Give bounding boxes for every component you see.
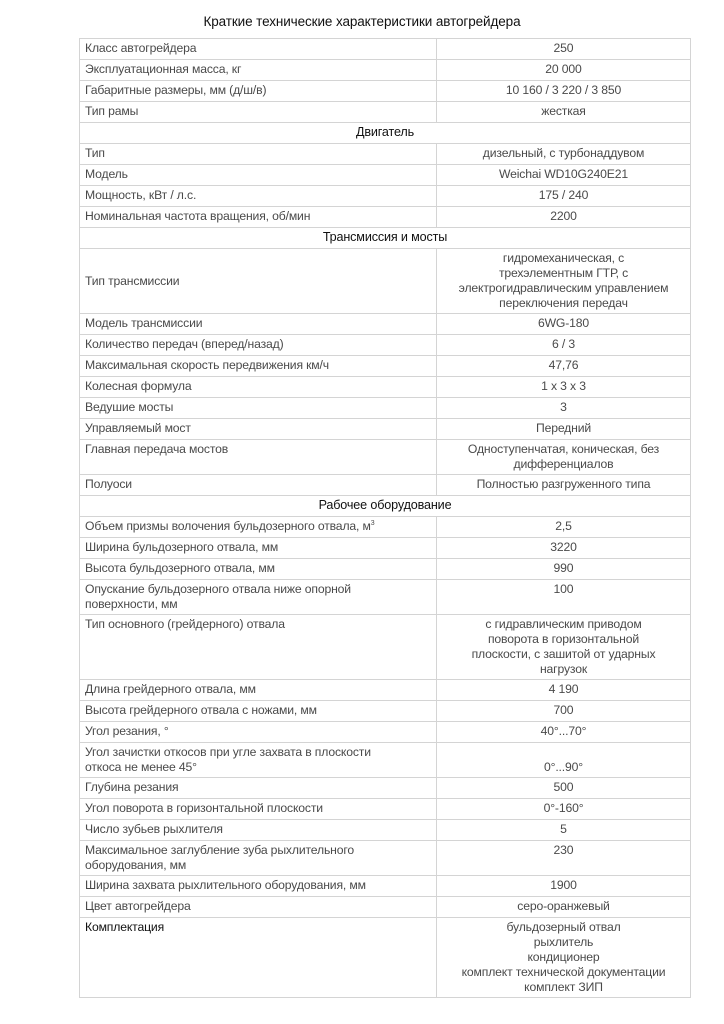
package-item: бульдозерный отвал <box>506 920 621 934</box>
value-line: дифференциалов <box>513 457 614 471</box>
package-item: кондиционер <box>527 950 600 964</box>
spec-value: 0°...90° <box>437 743 691 778</box>
spec-value: 4 190 <box>437 680 691 701</box>
spec-label: Мощность, кВт / л.с. <box>80 186 437 207</box>
spec-value: 10 160 / 3 220 / 3 850 <box>437 81 691 102</box>
table-row <box>80 559 691 580</box>
spec-label: Длина грейдерного отвала, мм <box>80 680 437 701</box>
spec-value: 700 <box>437 701 691 722</box>
section-title: Двигатель <box>80 123 691 144</box>
table-row <box>80 165 691 186</box>
spec-label <box>80 517 437 538</box>
spec-value: 230 <box>437 841 691 876</box>
table-row <box>80 701 691 722</box>
table-row <box>80 144 691 165</box>
spec-label: Управляемый мост <box>80 419 437 440</box>
spec-value <box>437 615 691 680</box>
table-row <box>80 186 691 207</box>
package-item: рыхлитель <box>533 935 594 949</box>
spec-value: Передний <box>437 419 691 440</box>
spec-value: жесткая <box>437 102 691 123</box>
label-line: оборудования, мм <box>85 858 187 872</box>
document-title: Краткие технические характеристики автогрейдера <box>203 14 521 29</box>
value-line: переключения передач <box>499 296 628 310</box>
table-row <box>80 615 691 680</box>
table-row <box>80 207 691 228</box>
spec-label: Количество передач (вперед/назад) <box>80 335 437 356</box>
table-row <box>80 743 691 778</box>
spec-label: Угол резания, ° <box>80 722 437 743</box>
label-line: Максимальное заглубление зуба рыхлительного <box>85 843 355 857</box>
spec-value: 2,5 <box>437 517 691 538</box>
section-header-engine <box>80 123 691 144</box>
table-row <box>80 517 691 538</box>
table-row <box>80 81 691 102</box>
spec-label: Класс автогрейдера <box>80 39 437 60</box>
table-row <box>80 897 691 918</box>
table-row <box>80 475 691 496</box>
spec-label: Ширина захвата рыхлительного оборудования, мм <box>80 876 437 897</box>
spec-value: 500 <box>437 778 691 799</box>
value-line: Одноступенчатая, коническая, без <box>467 442 660 456</box>
spec-label: Комплектация <box>80 918 437 998</box>
spec-label: Габаритные размеры, мм (д/ш/в) <box>80 81 437 102</box>
value-line: электрогидравлическим управлением <box>458 281 669 295</box>
table-row <box>80 60 691 81</box>
value-line: плоскости, с зашитой от ударных <box>471 647 656 661</box>
table-row <box>80 778 691 799</box>
spec-value: дизельный, с турбонаддувом <box>437 144 691 165</box>
spec-value: 5 <box>437 820 691 841</box>
spec-label: Угол поворота в горизонтальной плоскости <box>80 799 437 820</box>
value-line: с гидравлическим приводом <box>485 617 642 631</box>
spec-value: 250 <box>437 39 691 60</box>
spec-value: 990 <box>437 559 691 580</box>
table-row <box>80 538 691 559</box>
table-row <box>80 249 691 314</box>
spec-label: Колесная формула <box>80 377 437 398</box>
value-line: трехэлементным ГТР, с <box>498 266 629 280</box>
spec-label: Ширина бульдозерного отвала, мм <box>80 538 437 559</box>
spec-value <box>437 918 691 998</box>
table-row <box>80 377 691 398</box>
spec-label: Главная передача мостов <box>80 440 437 475</box>
spec-value: 6 / 3 <box>437 335 691 356</box>
table-row <box>80 580 691 615</box>
table-row <box>80 799 691 820</box>
spec-value: 40°...70° <box>437 722 691 743</box>
spec-value <box>437 249 691 314</box>
table-row-package <box>80 918 691 998</box>
table-row <box>80 680 691 701</box>
table-row <box>80 314 691 335</box>
spec-value: 100 <box>437 580 691 615</box>
package-item: комплект ЗИП <box>524 980 603 994</box>
value-line: гидромеханическая, с <box>502 251 625 265</box>
table-row <box>80 722 691 743</box>
table-row <box>80 419 691 440</box>
spec-label: Тип трансмиссии <box>80 249 437 314</box>
spec-label <box>80 743 437 778</box>
spec-label: Цвет автогрейдера <box>80 897 437 918</box>
label-line: поверхности, мм <box>85 597 178 611</box>
table-row <box>80 356 691 377</box>
label-line: откоса не менее 45° <box>85 760 197 774</box>
spec-label: Эксплуатационная масса, кг <box>80 60 437 81</box>
spec-label: Тип рамы <box>80 102 437 123</box>
table-row <box>80 102 691 123</box>
spec-value: 175 / 240 <box>437 186 691 207</box>
table-row <box>80 841 691 876</box>
spec-label: Полуоси <box>80 475 437 496</box>
spec-value: 3 <box>437 398 691 419</box>
table-row <box>80 39 691 60</box>
spec-value: Weichai WD10G240E21 <box>437 165 691 186</box>
spec-label: Тип основного (грейдерного) отвала <box>80 615 437 680</box>
package-item: комплект технической документации <box>461 965 666 979</box>
table-row <box>80 440 691 475</box>
spec-label: Тип <box>80 144 437 165</box>
spec-value: 3220 <box>437 538 691 559</box>
spec-label: Число зубьев рыхлителя <box>80 820 437 841</box>
label-line: Угол зачистки откосов при угле захвата в плоскости <box>85 745 371 759</box>
spec-label: Глубина резания <box>80 778 437 799</box>
label-text: Объем призмы волочения бульдозерного отвала, м <box>85 519 371 533</box>
section-header-equipment <box>80 496 691 517</box>
spec-value: 1900 <box>437 876 691 897</box>
value-line: нагрузок <box>539 662 588 676</box>
spec-label: Максимальная скорость передвижения км/ч <box>80 356 437 377</box>
spec-value: 0°-160° <box>437 799 691 820</box>
spec-value: 47,76 <box>437 356 691 377</box>
table-row <box>80 876 691 897</box>
spec-value: Полностью разгруженного типа <box>437 475 691 496</box>
spec-value: 20 000 <box>437 60 691 81</box>
spec-value <box>437 440 691 475</box>
spec-value: 2200 <box>437 207 691 228</box>
spec-label: Номинальная частота вращения, об/мин <box>80 207 437 228</box>
table-row <box>80 335 691 356</box>
section-title: Рабочее оборудование <box>80 496 691 517</box>
spec-label <box>80 841 437 876</box>
specifications-table <box>79 38 691 998</box>
section-title: Трансмиссия и мосты <box>80 228 691 249</box>
spec-value: серо-оранжевый <box>437 897 691 918</box>
table-row <box>80 820 691 841</box>
spec-label: Высота грейдерного отвала с ножами, мм <box>80 701 437 722</box>
spec-label: Ведушие мосты <box>80 398 437 419</box>
spec-label: Модель <box>80 165 437 186</box>
spec-value: 6WG-180 <box>437 314 691 335</box>
spec-label <box>80 580 437 615</box>
spec-label: Высота бульдозерного отвала, мм <box>80 559 437 580</box>
unit-superscript: 3 <box>370 519 375 527</box>
spec-label: Модель трансмиссии <box>80 314 437 335</box>
section-header-transmission <box>80 228 691 249</box>
value-line: поворота в горизонтальной <box>487 632 639 646</box>
table-row <box>80 398 691 419</box>
spec-value: 1 x 3 x 3 <box>437 377 691 398</box>
label-line: Опускание бульдозерного отвала ниже опорной <box>85 582 351 596</box>
